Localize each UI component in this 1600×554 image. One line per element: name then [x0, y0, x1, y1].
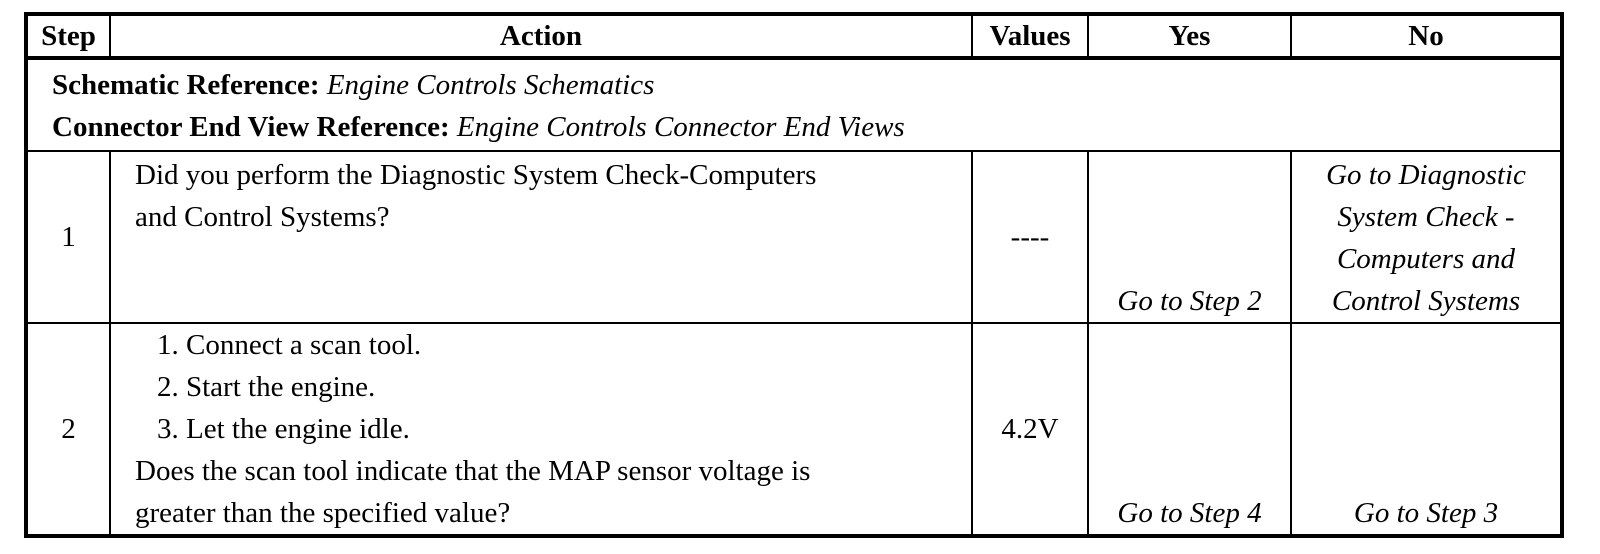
- yes-cell: [1088, 151, 1291, 323]
- value-cell: ----: [972, 151, 1088, 323]
- header-yes: Yes: [1088, 14, 1291, 58]
- reference-row: [26, 58, 1562, 151]
- yes-goto: Go to Step 4: [1117, 497, 1262, 529]
- header-values: Values: [972, 14, 1088, 58]
- schematic-reference: [52, 64, 1536, 106]
- yes-cell: [1088, 323, 1291, 536]
- action-cell: [110, 323, 972, 536]
- value-cell: 4.2V: [972, 323, 1088, 536]
- no-cell: [1291, 151, 1562, 323]
- table-row: [26, 323, 1562, 536]
- yes-goto: Go to Step 2: [1117, 285, 1262, 317]
- no-goto-line: Control Systems: [1331, 285, 1521, 317]
- header-row: [26, 14, 1562, 58]
- connector-reference: [52, 106, 1536, 148]
- sub-step: 3. Let the engine idle.: [157, 413, 410, 445]
- schematic-reference-value: Engine Controls Schematics: [326, 69, 655, 101]
- schematic-reference-label: Schematic Reference:: [52, 69, 327, 101]
- step-number: 2: [26, 323, 110, 536]
- header-no: No: [1291, 14, 1562, 58]
- no-cell: [1291, 323, 1562, 536]
- no-goto: Go to Step 3: [1353, 497, 1499, 529]
- no-goto-line: Computers and: [1336, 243, 1516, 275]
- action-text: and Control Systems?: [135, 201, 390, 233]
- action-cell: [110, 151, 972, 323]
- action-text: Did you perform the Diagnostic System Check-Computers: [135, 159, 817, 191]
- step-number: 1: [26, 151, 110, 323]
- connector-reference-label: Connector End View Reference:: [52, 111, 457, 143]
- connector-reference-value: Engine Controls Connector End Views: [456, 111, 905, 143]
- question-text: greater than the specified value?: [135, 497, 511, 529]
- no-goto-line: System Check -: [1337, 201, 1515, 233]
- table-row: [26, 151, 1562, 323]
- header-action: Action: [110, 14, 972, 58]
- question-text: Does the scan tool indicate that the MAP sensor voltage is: [135, 455, 811, 487]
- header-step: Step: [26, 14, 110, 58]
- sub-step: 2. Start the engine.: [157, 371, 376, 403]
- no-goto-line: Go to Diagnostic: [1326, 159, 1526, 191]
- sub-step: 1. Connect a scan tool.: [157, 329, 422, 361]
- diagnostic-table: [24, 12, 1564, 538]
- reference-cell: [26, 58, 1562, 151]
